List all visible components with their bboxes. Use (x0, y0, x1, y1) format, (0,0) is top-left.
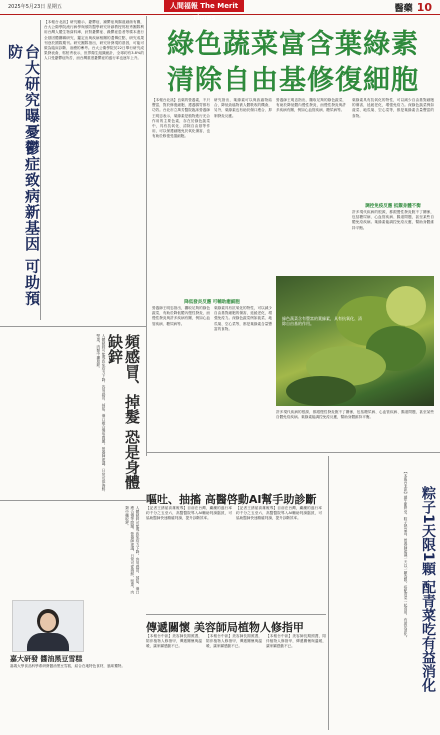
profile-body: 嘉義大學食品科學系研發醬油黑豆雪糕，結合在地特色食材，風味獨特。 (10, 664, 125, 668)
bottom-story-1-body: 【記者王綉茹高雄報導】目前在台灣，癲癇的盛行率約千分之五至六，高醫醫院導入AI輔助判讀腦波，可協助醫師快速精確判讀，提升診斷效率。 (146, 506, 232, 521)
right-story-headline: 粽子1天限1顆 配青菜吃有益消化 (420, 486, 436, 693)
main-body-2: 研究指出，葉綠素可以與致癌物結合，降低致癌物被人體吸收的機會，另外，葉綠素也有助於傷口癒合、抑制發炎反應。 (214, 98, 272, 118)
profile-title: 嘉大研發 醬油黑豆雪糕 (10, 655, 83, 663)
photo-caption: 綠色蔬菜含有豐富的葉綠素，具有抗氧化、清除自由基的作用。 (282, 316, 362, 326)
left-story-headline: 台大研究曝憂鬱症致病新基因 可助預防 (6, 44, 41, 307)
main-headline-1: 綠色蔬菜富含葉綠素 (167, 29, 419, 60)
main-subhead-2: 調控免疫反應 抵禦身體不衡 (365, 204, 421, 209)
issue-date: 2025年5月23日 星期五 (8, 4, 62, 10)
vegetable-photo (276, 276, 434, 406)
bottom-story-2-body-2: 【本報台中訊】美容師長期照護，陪伴植物人修指甲，傳遞關懷與溫暖，讓家屬感動不已。 (206, 634, 262, 649)
portrait-photo (12, 600, 84, 652)
main-body-6: 營養師王明忠指出，攝取足夠的綠色蔬菜，有助於降低體內慢性發炎，而慢性發炎與許多疾病有關，例如心血管疾病、糖尿病等。 (152, 306, 210, 326)
main-body-8: 許多現代疾病的根源，都跟慢性發炎脫不了關係，包括糖尿病、心血管疾病、腸道問題，甚至某些自體免疫疾病。葉綠素能調控免疫反應，幫助身體維持平衡。 (276, 410, 434, 420)
bottom-story-2-body-3: 【本報台中訊】美容師長期照護，陪伴植物人修指甲，傳遞關懷與溫暖，讓家屬感動不已。 (266, 634, 326, 649)
bottom-story-1-body-2: 【記者王綉茹高雄報導】目前在台灣，癲癇的盛行率約千分之五至六，高醫醫院導入AI輔助判讀腦波，可協助醫師快速精確判讀，提升診斷效率。 (236, 506, 322, 521)
main-body-7: 葉綠素具有抗氧化的特性，可以減少自由基對細胞的傷害，延緩老化，增強免疫力。深綠色蔬菜例如菠菜、地瓜葉、空心菜等，都是葉綠素含量豐富的食物。 (214, 306, 272, 331)
masthead-logo: 人間福報 The Merit Times (164, 0, 244, 12)
bottom-story-2-body: 【本報台中訊】美容師長期照護，陪伴植物人修指甲，傳遞關懷與溫暖，讓家屬感動不已。 (146, 634, 202, 649)
right-story-body: 【本報台北訊】端午節將至，粽子熱量高，營養師建議一天以一顆為限，搭配青菜一起食用，有助於消化。 (404, 470, 408, 640)
main-body-3: 營養師王明忠指出，攝取足夠的綠色蔬菜，有助於降低體內慢性發炎，而慢性發炎與許多疾病有關，例如心血管疾病、糖尿病等。 (276, 98, 346, 113)
main-subhead-1: 降低發炎反應 可輔助癒細胞 (184, 300, 240, 305)
vertical-story-body: 人體缺鋅可能導致免疫力下降、容易感冒、掉髮、傷口癒合慢等問題。營養師建議，日常可從海鮮、堅果、肉類中攝取鋅。 (96, 334, 106, 494)
vertical-story-headline: 頻感冒、掉髮 恐是身體缺鋅 (106, 334, 141, 490)
main-body-1: 【本報台北訊】良葉的營養素，不只豐富，對於修復細胞、護養腸胃都有功效。台北市立萬芳醫院臨床營養師王明忠表示，葉綠素是植物進行光合作用的主要色素，存在於綠色蔬菜中，具有抗氧化、清除自由基等作用，可以保護細胞免於氧化傷害，也有助於修復受損細胞。 (152, 98, 210, 139)
page-number: 10 (416, 1, 432, 14)
main-headline-2: 清除自由基修復細胞 (167, 65, 419, 96)
profile-body-top: 人體缺鋅可能導致免疫力下降、容易感冒、掉髮、傷口癒合慢等問題。營養師建議，日常可從海鮮、堅果、肉類中攝取鋅。 (125, 506, 140, 594)
main-body-5: 許多現代疾病的根源，都跟慢性發炎脫不了關係，包括糖尿病、心血管疾病、腸道問題，甚至某些自體免疫疾病。葉綠素能調控免疫反應，幫助身體維持平衡。 (352, 210, 434, 230)
bottom-story-2-headline: 傳遞關懷 美容師局植物人修指甲 (146, 621, 304, 634)
bottom-story-1-headline: 嘔吐、抽搐 高醫啓動AI幫手助診斷 (146, 493, 317, 506)
main-body-4: 葉綠素具有抗氧化的特性，可以減少自由基對細胞的傷害，延緩老化，增強免疫力。深綠色蔬菜例如菠菜、地瓜葉、空心菜等，都是葉綠素含量豐富的食物。 (352, 98, 434, 118)
left-story-body: 【本報台北訊】研究顯示，憂鬱症、躁鬱症與腸道細菌有關，台大公衛學院流行病學與預防醫學研究所副教授郭柏秀團隊利用台灣人體生物資料庫，針對憂鬱症、躁鬱症患者等樣本進行全基因體關聯研究，鑑定出與疾病相關的遺傳位點，研究成果刊登於國際期刊。研究團隊指出，研究所發現的基因，可能可做為臨床診斷、治療的參考。台大公衛學院於22日舉行研究成果發表會，郭柏秀表示，世界衛生組織統計，全球約有3.8%的人口受憂鬱症所苦，而台灣重度憂鬱症的盛行率也逐年上升。 (44, 20, 144, 61)
section-name: 醫藥 10 (394, 1, 432, 14)
page-header (0, 0, 440, 22)
